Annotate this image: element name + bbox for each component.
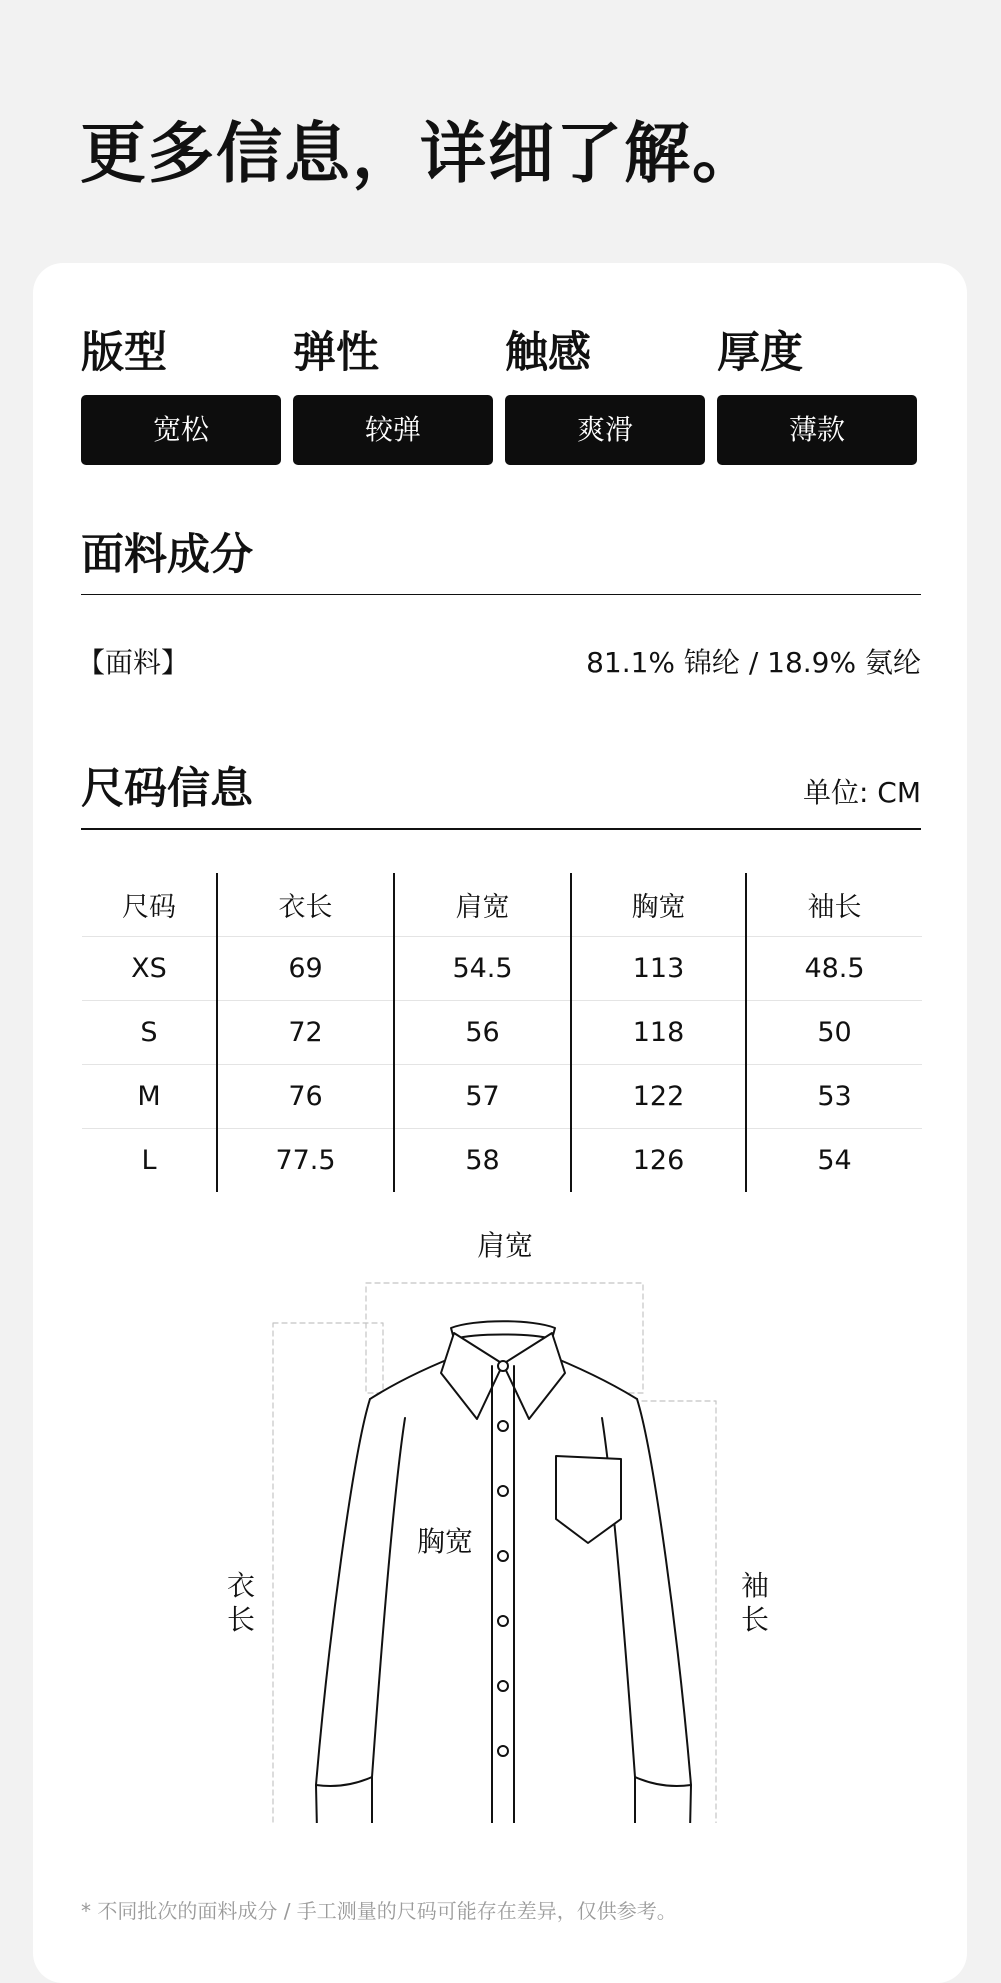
attribute-thickness xyxy=(717,325,917,465)
page-headline: 更多信息，详细了解。 xyxy=(80,115,760,192)
table-cell: 76 xyxy=(217,1065,394,1129)
chest-width-label: 胸宽 xyxy=(417,1525,474,1558)
fabric-section-title: 面料成分 xyxy=(81,530,253,580)
attribute-value-badge: 薄款 xyxy=(717,395,917,465)
attribute-title: 触感 xyxy=(505,328,591,378)
table-header-cell: 肩宽 xyxy=(394,873,571,937)
table-header-row xyxy=(82,873,922,937)
table-row xyxy=(82,1001,922,1065)
table-cell: 126 xyxy=(571,1129,746,1193)
product-info-card xyxy=(33,263,967,1983)
table-cell: 53 xyxy=(746,1065,922,1129)
table-cell: 69 xyxy=(217,937,394,1001)
fabric-composition: 81.1% 锦纶 / 18.9% 氨纶 xyxy=(586,646,921,679)
table-row xyxy=(82,1065,922,1129)
table-cell: 54.5 xyxy=(394,937,571,1001)
attribute-title: 弹性 xyxy=(293,328,379,378)
table-cell: 57 xyxy=(394,1065,571,1129)
table-cell: 54 xyxy=(817,1145,852,1176)
shirt-illustration xyxy=(33,1223,967,1823)
attribute-value-badge: 爽滑 xyxy=(505,395,705,465)
collar-band xyxy=(451,1321,555,1339)
attribute-fit xyxy=(81,325,281,465)
attribute-value-badge: 宽松 xyxy=(81,395,281,465)
table-cell: 113 xyxy=(571,937,746,1001)
shirt-measurement-diagram xyxy=(33,1223,967,1823)
table-cell: 56 xyxy=(394,1001,571,1065)
size-section-title: 尺码信息 xyxy=(81,764,253,814)
attribute-touch xyxy=(505,325,705,465)
shoulder-width-label: 肩宽 xyxy=(477,1229,534,1262)
fabric-label: 【面料】 xyxy=(77,646,190,679)
fabric-divider xyxy=(81,594,921,595)
table-cell: 122 xyxy=(571,1065,746,1129)
table-header-cell: 袖长 xyxy=(746,873,922,937)
table-cell: 58 xyxy=(394,1129,571,1193)
sleeve-length-label: 袖长 xyxy=(740,1569,769,1636)
attribute-value-badge: 较弹 xyxy=(293,395,493,465)
attribute-title: 版型 xyxy=(81,328,167,378)
table-row xyxy=(82,937,922,1001)
table-row xyxy=(82,1129,922,1193)
table-header-cell: 胸宽 xyxy=(571,873,746,937)
table-cell: 118 xyxy=(571,1001,746,1065)
size-divider xyxy=(81,828,921,830)
size-table xyxy=(82,873,922,1192)
table-cell: XS xyxy=(82,937,217,1001)
table-header-cell: 衣长 xyxy=(217,873,394,937)
table-header-cell: 尺码 xyxy=(82,873,217,937)
table-cell: L xyxy=(82,1129,217,1193)
table-cell: 72 xyxy=(217,1001,394,1065)
size-unit: 单位: CM xyxy=(802,776,921,809)
attribute-title: 厚度 xyxy=(717,328,803,378)
table-cell: 50 xyxy=(746,1001,922,1065)
table-cell: 48.5 xyxy=(746,937,922,1001)
attribute-elasticity xyxy=(293,325,493,465)
table-cell: S xyxy=(82,1001,217,1065)
table-cell: 77.5 xyxy=(217,1129,394,1193)
table-cell: M xyxy=(82,1065,217,1129)
footnote: * 不同批次的面料成分 / 手工测量的尺码可能存在差异，仅供参考。 xyxy=(81,1899,677,1923)
length-label: 衣长 xyxy=(226,1569,255,1636)
